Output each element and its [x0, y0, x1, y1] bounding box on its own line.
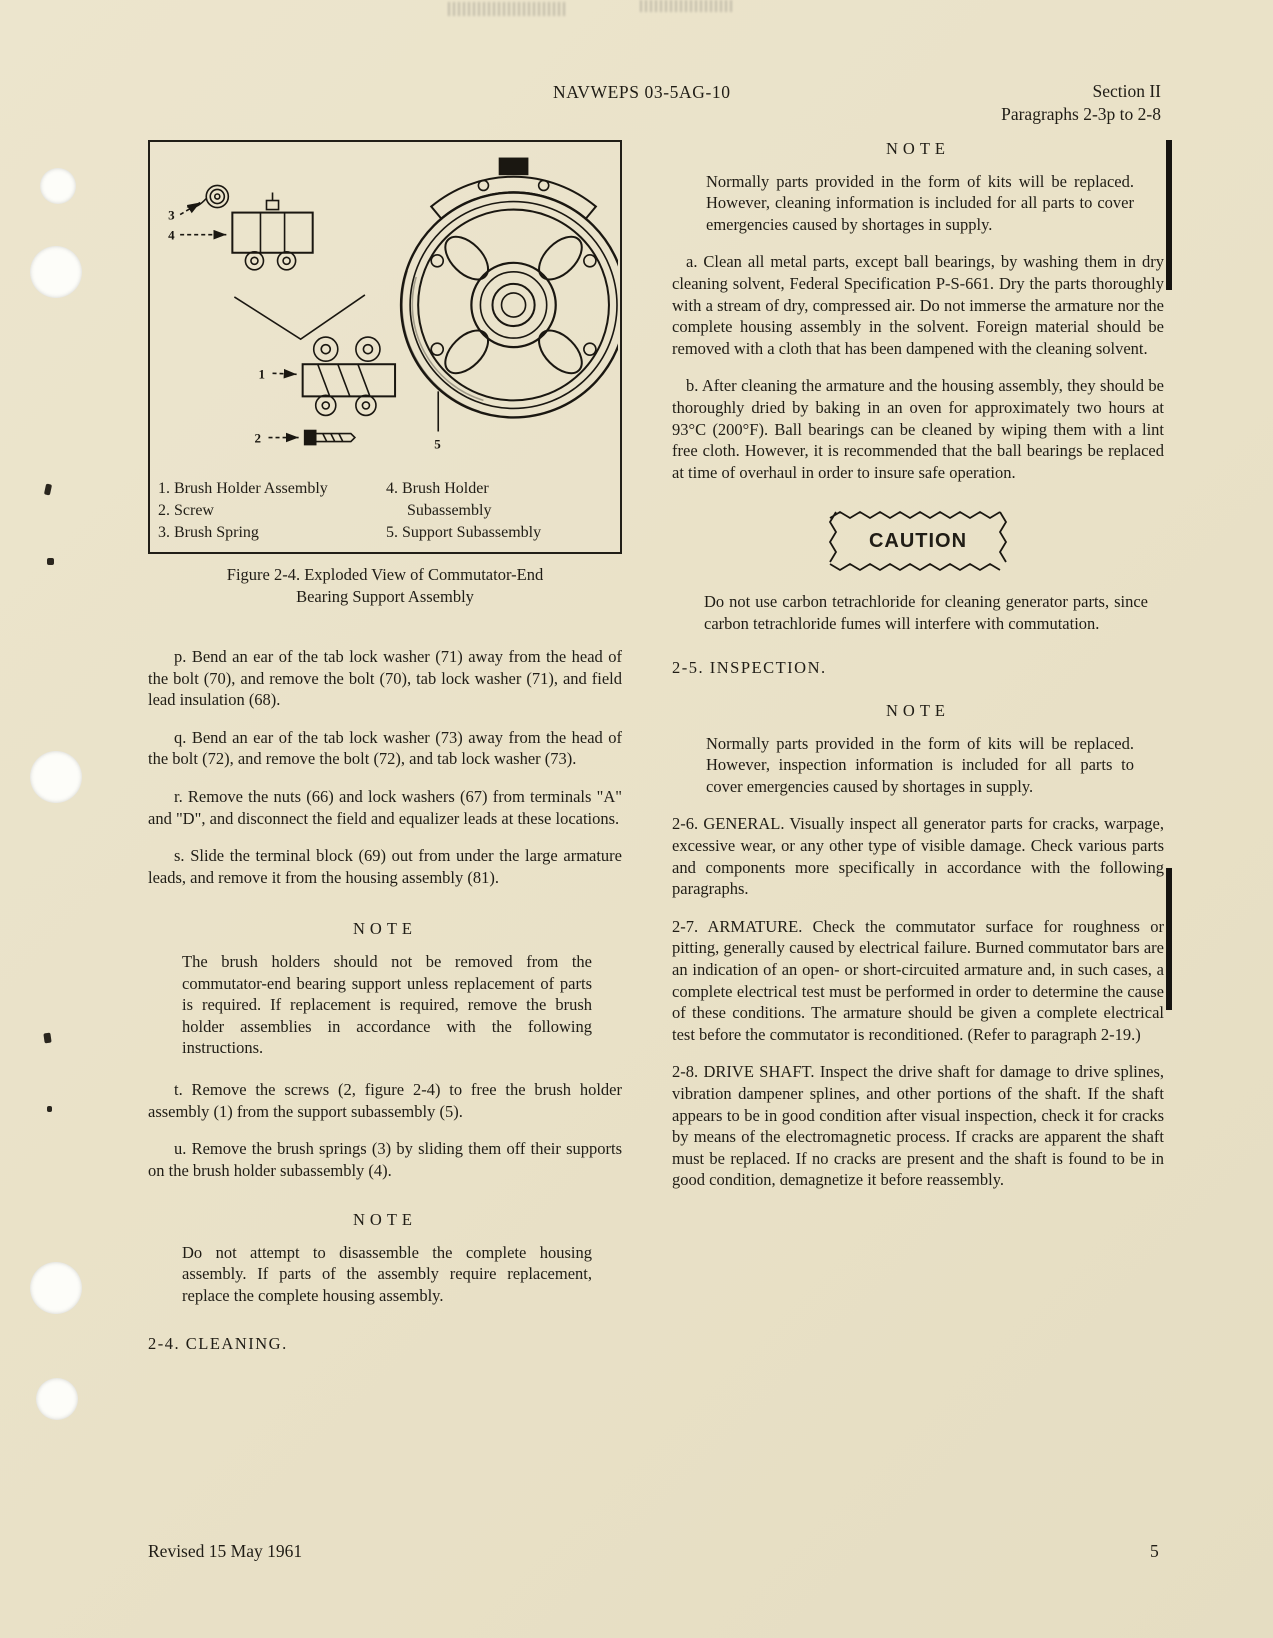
ink-speck — [43, 1033, 51, 1044]
right-column — [672, 138, 1164, 1191]
header-right — [1001, 80, 1161, 126]
note-text: Normally parts provided in the form of kits will be replaced. However, inspection information is included for all parts to cover emergencies caused by shortages in supply. — [706, 733, 1134, 796]
heading-2-5: 2-5. INSPECTION. — [672, 657, 827, 677]
page-number: 5 — [1150, 1541, 1159, 1561]
change-bar — [1166, 140, 1172, 290]
legend-item-4: 4. Brush Holder — [386, 480, 489, 497]
callout-5-label: 5 — [434, 436, 441, 452]
figure-caption — [148, 564, 622, 608]
ink-speck — [44, 483, 52, 495]
para-u: u. Remove the brush springs (3) by sliding them off their supports on the brush holder subassembly (4). — [148, 1139, 622, 1180]
note-text: The brush holders should not be removed from the commutator-end bearing support unless replacement of parts is required. If replacement is required, remove the brush holder assemblies in accordance with the following instructions. — [182, 951, 592, 1058]
left-column — [148, 140, 622, 1354]
figure-caption-line2: Bearing Support Assembly — [296, 587, 474, 606]
legend-item-2: 2. Screw — [158, 502, 214, 519]
punch-hole — [30, 751, 82, 803]
figure-legend — [150, 478, 620, 546]
callout-3-label: 3 — [168, 207, 175, 223]
header-doc-number: NAVWEPS 03-5AG-10 — [553, 82, 731, 102]
figure-illustration — [150, 144, 618, 478]
note-heading: NOTE — [886, 139, 950, 158]
para-2-6: 2-6. GENERAL. Visually inspect all generator parts for cracks, warpage, excessive wear, or any other type of visible damage. Check various parts and components more specifically in accordance with the following paragraphs. — [672, 814, 1164, 899]
callout-2-label: 2 — [254, 430, 261, 446]
note-heading: NOTE — [886, 701, 950, 721]
footer-revised-date: Revised 15 May 1961 — [148, 1541, 303, 1561]
callout-4-label: 4 — [168, 227, 175, 243]
note-heading: NOTE — [353, 919, 417, 939]
caution-text: Do not use carbon tetrachloride for cleaning generator parts, since carbon tetrachloride fumes will interfere with commutation. — [704, 592, 1148, 633]
stamp-smudge — [640, 0, 735, 12]
heading-2-4: 2-4. CLEANING. — [148, 1333, 288, 1353]
figure-caption-line1: Figure 2-4. Exploded View of Commutator-End — [226, 565, 544, 584]
header-section: Section II — [1092, 81, 1161, 101]
legend-item-1: 1. Brush Holder Assembly — [158, 480, 328, 497]
note-text: Do not attempt to disassemble the complete housing assembly. If parts of the assembly require replacement, replace the complete housing assembly. — [182, 1242, 592, 1306]
para-p: p. Bend an ear of the tab lock washer (71) away from the head of the bolt (70), and remove the bolt (70), tab lock washer (71), and field lead insulation (68). — [148, 647, 622, 710]
legend-item-4-cont: Subassembly — [407, 502, 492, 519]
para-r: r. Remove the nuts (66) and lock washers (67) from terminals "A" and "D", and disconnect the field and equalizer leads at these locations. — [148, 786, 622, 828]
change-bar — [1166, 868, 1172, 1010]
para-q: q. Bend an ear of the tab lock washer (73) away from the head of the bolt (72), and remove the bolt (72), and tab lock washer (73). — [148, 727, 622, 769]
punch-hole — [30, 246, 82, 298]
ink-speck — [47, 558, 54, 565]
para-t: t. Remove the screws (2, figure 2-4) to free the brush holder assembly (1) from the support subassembly (5). — [148, 1079, 622, 1121]
para-s: s. Slide the terminal block (69) out from under the large armature leads, and remove it from the housing assembly (81). — [148, 846, 622, 887]
note-text: Normally parts provided in the form of kits will be replaced. However, cleaning information is included for all parts to cover emergencies caused by shortages in supply. — [706, 171, 1134, 234]
punch-hole — [36, 1378, 78, 1420]
figure-box — [148, 140, 622, 554]
ink-speck — [47, 1106, 52, 1112]
callout-1-label: 1 — [258, 366, 265, 382]
note-heading: NOTE — [353, 1210, 417, 1230]
punch-hole — [40, 168, 76, 204]
para-a: a. Clean all metal parts, except ball bearings, by washing them in dry cleaning solvent, Federal Specification P-S-661. Dry the parts thoroughly with a stream of dry, compressed air. Do not immerse the armature nor the complete housing assembly in the solvent. Foreign material should be removed with a cloth that has been dampened with the cleaning solvent. — [672, 252, 1164, 358]
para-2-7: 2-7. ARMATURE. Check the commutator surface for roughness or pitting, generally caused by electrical failure. Burned commutator bars are an indication of an open- or short-circuited armature and, in such cases, a complete electrical test must be performed in order to determine the cause of these conditions. The armature should be given a complete electrical test before the commutator is reconditioned. (Refer to paragraph 2-19.) — [672, 916, 1164, 1044]
legend-item-5: 5. Support Subassembly — [386, 524, 542, 541]
para-b: b. After cleaning the armature and the housing assembly, they should be thoroughly dried by baking in an oven for approximately two hours at 93°C (200°F). Ball bearings can be cleaned by wiping them with a lint free cloth. However, it is recommended that the ball bearings be replaced at time of overhaul in order to insure safe operation. — [672, 376, 1164, 482]
stamp-smudge — [448, 2, 568, 16]
header-paragraph-range: Paragraphs 2-3p to 2-8 — [1001, 104, 1161, 124]
legend-item-3: 3. Brush Spring — [158, 524, 259, 541]
caution-box — [827, 509, 1009, 573]
para-2-8: 2-8. DRIVE SHAFT. Inspect the drive shaft for damage to drive splines, vibration dampener splines, and other portions of the shaft. If the shaft appears to be in good condition after visual inspection, check it for cracks by means of the electromagnetic process. If cracks are apparent the shaft must be replaced. If no cracks are present and the shaft is found to be in good condition, demagnetize it before reassembly. — [672, 1062, 1164, 1190]
punch-hole — [30, 1262, 82, 1314]
caution-label: CAUTION — [868, 529, 968, 552]
